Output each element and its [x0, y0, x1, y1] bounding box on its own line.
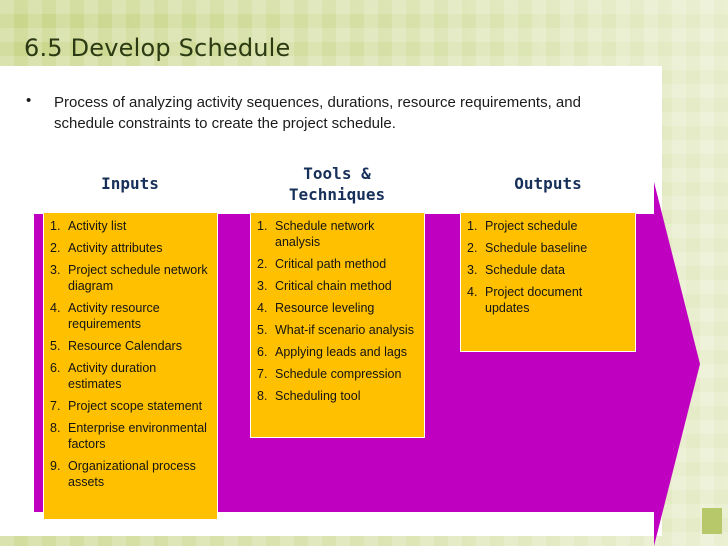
list-item [257, 344, 418, 360]
list-item-text: Schedule data [485, 263, 565, 277]
list-item-number: 6. [257, 345, 268, 359]
list-item-number: 8. [257, 389, 268, 403]
list-item [257, 278, 418, 294]
list-item-number: 7. [257, 367, 268, 381]
list-item-number: 5. [50, 339, 61, 353]
list-item-number: 4. [257, 301, 268, 315]
tools-list [257, 218, 418, 404]
list-item [257, 256, 418, 272]
list-item-text: Schedule baseline [485, 241, 588, 255]
list-item [50, 420, 211, 452]
list-item [50, 360, 211, 392]
list-item [50, 338, 211, 354]
outputs-title: Outputs [514, 174, 582, 193]
list-item-number: 2. [257, 257, 268, 271]
list-item-text: Organizational process assets [68, 459, 196, 489]
outputs-list [467, 218, 629, 316]
tools-title-line1: Tools & [303, 163, 371, 183]
tools-header [251, 156, 423, 211]
list-item [257, 388, 418, 404]
list-item-text: Activity list [68, 219, 127, 233]
outputs-header [461, 156, 635, 211]
list-item-number: 8. [50, 421, 61, 435]
list-item-number: 2. [467, 241, 478, 255]
list-item-text: Schedule network analysis [275, 219, 375, 249]
list-item [257, 322, 418, 338]
list-item-number: 3. [467, 263, 478, 277]
list-item-number: 2. [50, 241, 61, 255]
list-item [50, 300, 211, 332]
list-item-text: Activity duration estimates [68, 361, 157, 391]
outputs-list-box [460, 212, 636, 352]
inputs-list-box [43, 212, 218, 520]
list-item-text: Activity attributes [68, 241, 163, 255]
list-item [50, 398, 211, 414]
inputs-list [50, 218, 211, 490]
list-item-number: 4. [467, 285, 478, 299]
list-item-number: 4. [50, 301, 61, 315]
inputs-header [44, 156, 216, 211]
list-item-number: 3. [50, 263, 61, 277]
list-item-text: Schedule compression [275, 367, 402, 381]
list-item [467, 262, 629, 278]
list-item-number: 3. [257, 279, 268, 293]
list-item-text: Project scope statement [68, 399, 203, 413]
list-item-text: Enterprise environmental factors [68, 421, 207, 451]
list-item-text: Activity resource requirements [68, 301, 160, 331]
list-item [50, 240, 211, 256]
list-item-text: What-if scenario analysis [275, 323, 414, 337]
list-item-number: 1. [257, 219, 268, 233]
list-item-number: 1. [467, 219, 478, 233]
list-item [257, 300, 418, 316]
slide-title: 6.5 Develop Schedule [24, 34, 291, 62]
list-item [257, 218, 418, 250]
list-item-text: Project schedule [485, 219, 578, 233]
list-item [50, 262, 211, 294]
corner-decoration [702, 508, 722, 534]
list-item [467, 240, 629, 256]
inputs-title: Inputs [101, 174, 159, 193]
list-item-text: Resource leveling [275, 301, 375, 315]
list-item [50, 218, 211, 234]
list-item [50, 458, 211, 490]
list-item-text: Applying leads and lags [275, 345, 408, 359]
list-item-number: 5. [257, 323, 268, 337]
list-item-text: Project document updates [485, 285, 583, 315]
list-item-text: Critical chain method [275, 279, 392, 293]
tools-title-line2: Techniques [288, 184, 386, 204]
list-item-text: Scheduling tool [275, 389, 361, 403]
list-item-number: 7. [50, 399, 61, 413]
list-item-text: Critical path method [275, 257, 387, 271]
list-item-number: 9. [50, 459, 61, 473]
list-item-text: Resource Calendars [68, 339, 182, 353]
slide-description: Process of analyzing activity sequences, durations, resource requirements, and schedule constraints to create the project schedule. [54, 94, 581, 132]
list-item-text: Project schedule network diagram [68, 263, 208, 293]
bullet-marker: • [26, 92, 32, 109]
list-item-number: 1. [50, 219, 61, 233]
list-item [467, 284, 629, 316]
list-item-number: 6. [50, 361, 61, 375]
list-item [467, 218, 629, 234]
tools-list-box [250, 212, 425, 438]
list-item [257, 366, 418, 382]
